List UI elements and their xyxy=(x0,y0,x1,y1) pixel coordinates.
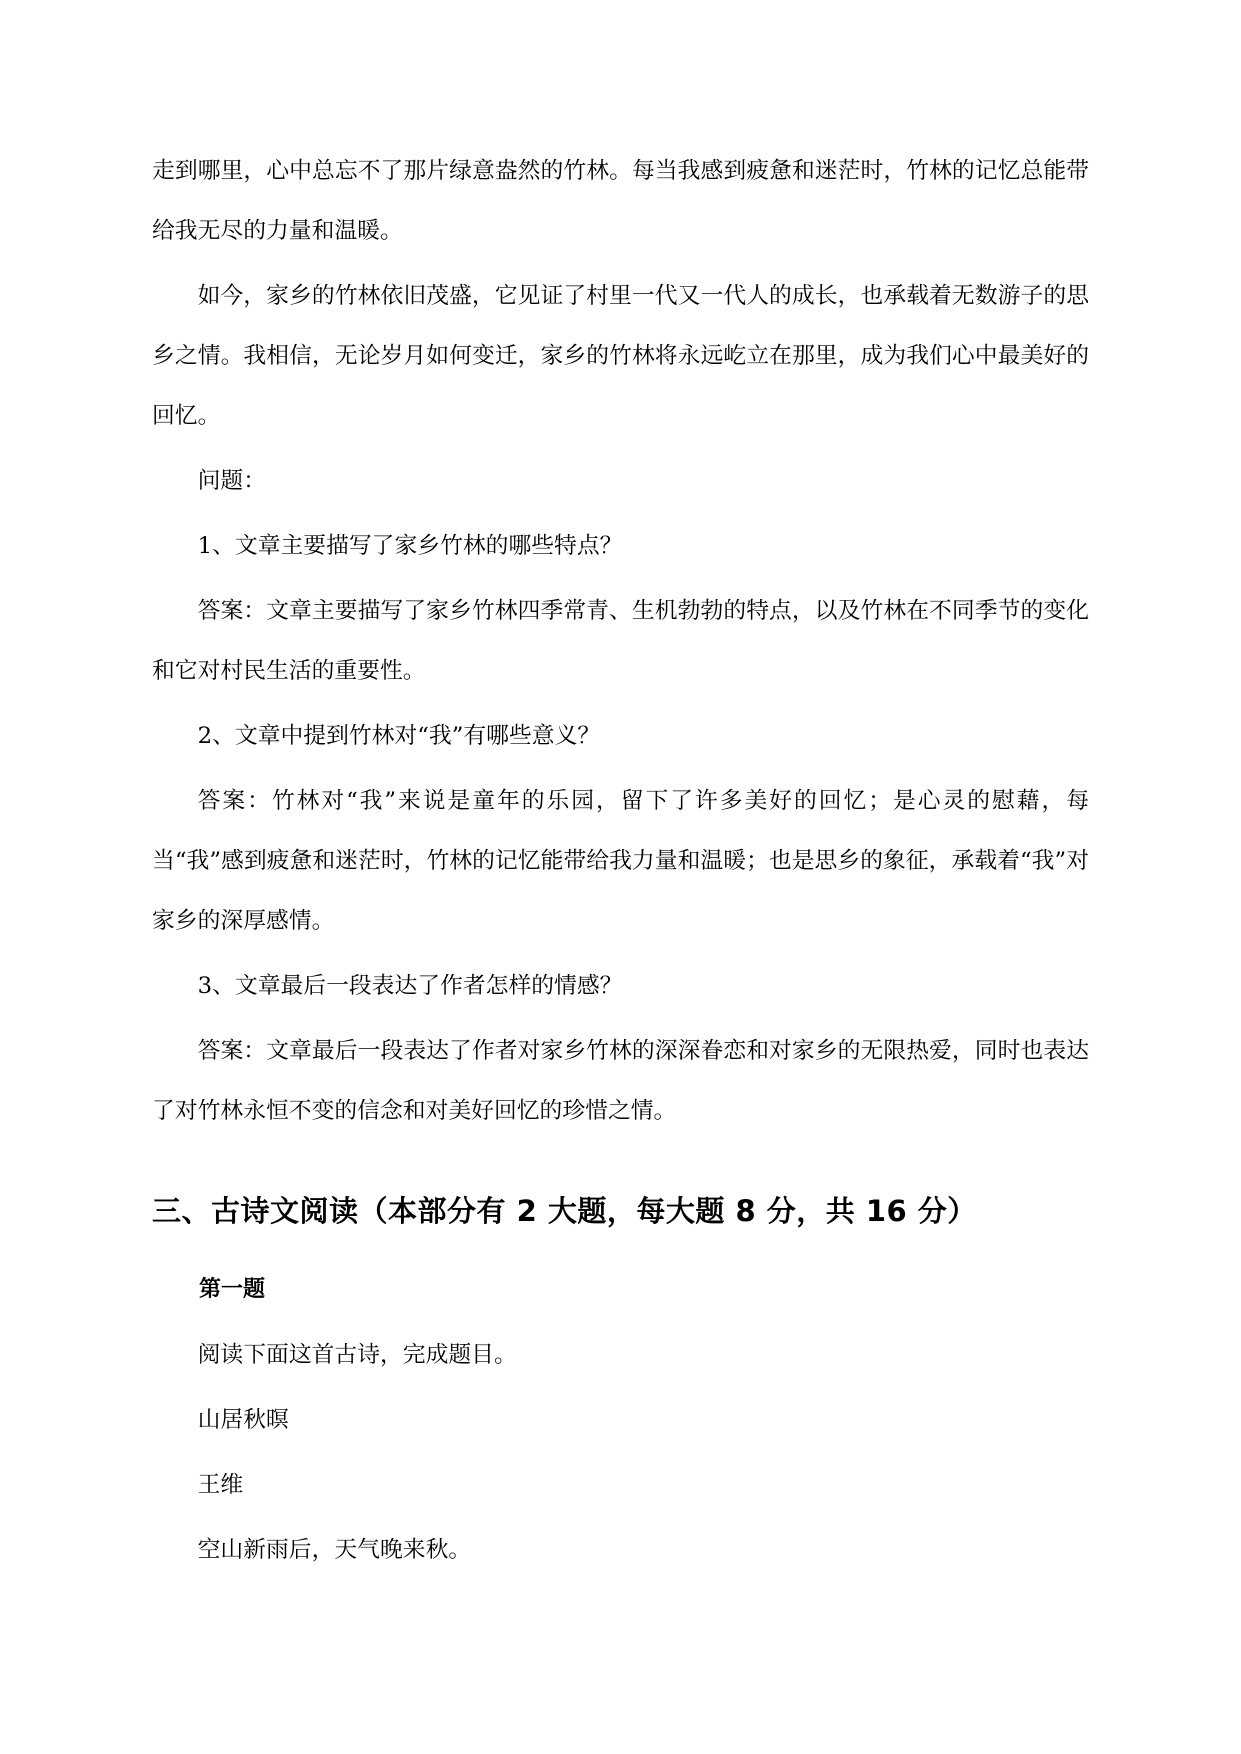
instruction: 阅读下面这首古诗，完成题目。 xyxy=(197,1342,517,1368)
document-body xyxy=(152,141,1089,1585)
question-1: 1、文章主要描写了家乡竹林的哪些特点？ xyxy=(197,533,623,559)
section-heading: 三、古诗文阅读（本部分有 2 大题，每大题 8 分，共 16 分） xyxy=(152,1194,977,1228)
questions-label: 问题： xyxy=(197,468,266,494)
sub-heading: 第一题 xyxy=(199,1277,266,1302)
passage-paragraph: 走到哪里，心中总忘不了那片绿意盎然的竹林。每当我感到疲惫和迷茫时，竹林的记忆总能带给我无尽的力量和温暖。 xyxy=(152,158,1089,244)
passage-paragraph: 如今，家乡的竹林依旧茂盛，它见证了村里一代又一代人的成长，也承载着无数游子的思乡之情。我相信，无论岁月如何变迁，家乡的竹林将永远屹立在那里，成为我们心中最美好的回忆。 xyxy=(152,283,1089,429)
poem-author: 王维 xyxy=(197,1472,244,1498)
question-3: 3、文章最后一段表达了作者怎样的情感？ xyxy=(197,973,623,999)
answer-2: 答案：竹林对“我”来说是童年的乐园，留下了许多美好的回忆；是心灵的慰藉，每当“我”感到疲惫和迷茫时，竹林的记忆能带给我力量和温暖；也是思乡的象征，承载着“我”对家乡的深厚感情。 xyxy=(152,788,1089,934)
poem-line: 空山新雨后，天气晚来秋。 xyxy=(197,1537,472,1563)
answer-3: 答案：文章最后一段表达了作者对家乡竹林的深深眷恋和对家乡的无限热爱，同时也表达了对竹林永恒不变的信念和对美好回忆的珍惜之情。 xyxy=(152,1038,1089,1124)
answer-1: 答案：文章主要描写了家乡竹林四季常青、生机勃勃的特点，以及竹林在不同季节的变化和它对村民生活的重要性。 xyxy=(152,598,1089,684)
poem-title: 山居秋暝 xyxy=(197,1407,289,1433)
question-2: 2、文章中提到竹林对“我”有哪些意义？ xyxy=(197,723,601,749)
